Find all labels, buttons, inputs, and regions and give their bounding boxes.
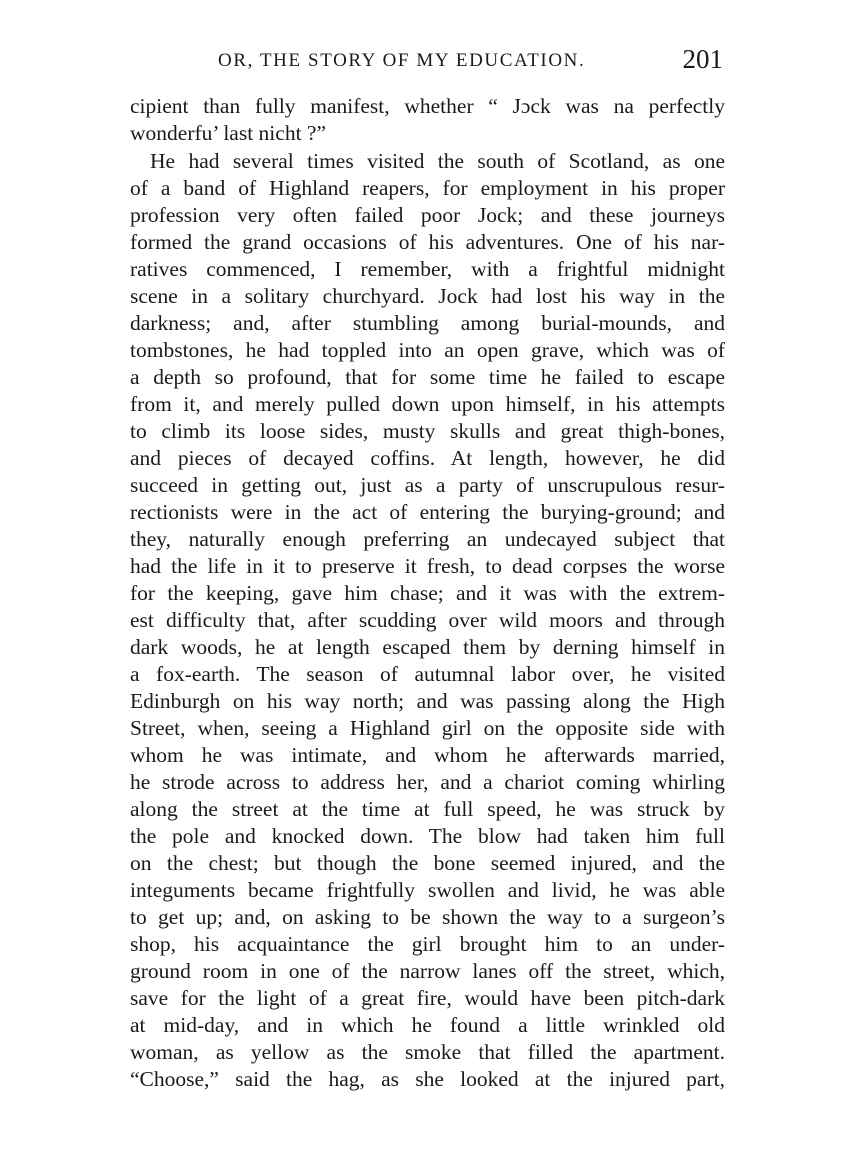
text-line: to get up; and, on asking to be shown the way to a surgeon’s <box>130 905 725 929</box>
text-line: Street, when, seeing a Highland girl on the opposite side with <box>130 716 725 740</box>
text-line: dark woods, he at length escaped them by derning himself in <box>130 635 725 659</box>
text-line: ratives commenced, I remember, with a frightful midnight <box>130 257 725 281</box>
text-line: for the keeping, gave him chase; and it was with the extrem- <box>130 581 725 605</box>
text-line: along the street at the time at full speed, he was struck by <box>130 797 725 821</box>
text-line: scene in a solitary churchyard. Jock had lost his way in the <box>130 284 725 308</box>
page-number: 201 <box>682 44 723 74</box>
text-line: at mid-day, and in which he found a little wrinkled old <box>130 1013 725 1037</box>
text-line: save for the light of a great fire, would have been pitch-dark <box>130 986 725 1010</box>
text-line: cipient than fully manifest, whether “ Jɔck was na perfectly <box>130 94 725 118</box>
text-line: whom he was intimate, and whom he afterwards married, <box>130 743 725 767</box>
text-line: on the chest; but though the bone seemed injured, and the <box>130 851 725 875</box>
text-line: had the life in it to preserve it fresh, to dead corpses the worse <box>130 554 725 578</box>
text-line: they, naturally enough preferring an undecayed subject that <box>130 527 725 551</box>
text-line: of a band of Highland reapers, for employment in his proper <box>130 176 725 200</box>
text-line: to climb its loose sides, musty skulls and great thigh-bones, <box>130 419 725 443</box>
running-head <box>218 44 723 80</box>
text-line: Edinburgh on his way north; and was passing along the High <box>130 689 725 713</box>
text-line: profession very often failed poor Jock; and these journeys <box>130 203 725 227</box>
text-line: wonderfu’ last nicht ?” <box>130 121 327 145</box>
text-line: woman, as yellow as the smoke that filled the apartment. <box>130 1040 725 1064</box>
text-line: he strode across to address her, and a chariot coming whirling <box>130 770 725 794</box>
text-line: tombstones, he had toppled into an open grave, which was of <box>130 338 725 362</box>
text-line: shop, his acquaintance the girl brought him to an under- <box>130 932 725 956</box>
text-line: darkness; and, after stumbling among burial-mounds, and <box>130 311 725 335</box>
text-line: integuments became frightfully swollen and livid, he was able <box>130 878 725 902</box>
text-line: formed the grand occasions of his adventures. One of his nar- <box>130 230 725 254</box>
text-line: succeed in getting out, just as a party of unscrupulous resur- <box>130 473 725 497</box>
text-line: “Choose,” said the hag, as she looked at the injured part, <box>130 1067 725 1091</box>
text-line: a depth so profound, that for some time he failed to escape <box>130 365 725 389</box>
text-line: a fox-earth. The season of autumnal labor over, he visited <box>130 662 725 686</box>
text-line: from it, and merely pulled down upon himself, in his attempts <box>130 392 725 416</box>
running-title: OR, THE STORY OF MY EDUCATION. <box>218 50 586 71</box>
text-line: est difficulty that, after scudding over wild moors and through <box>130 608 725 632</box>
text-line: ground room in one of the narrow lanes off the street, which, <box>130 959 725 983</box>
text-line: and pieces of decayed coffins. At length, however, he did <box>130 446 725 470</box>
text-line: rectionists were in the act of entering the burying-ground; and <box>130 500 725 524</box>
text-line: He had several times visited the south of Scotland, as one <box>150 149 725 173</box>
text-line: the pole and knocked down. The blow had taken him full <box>130 824 725 848</box>
